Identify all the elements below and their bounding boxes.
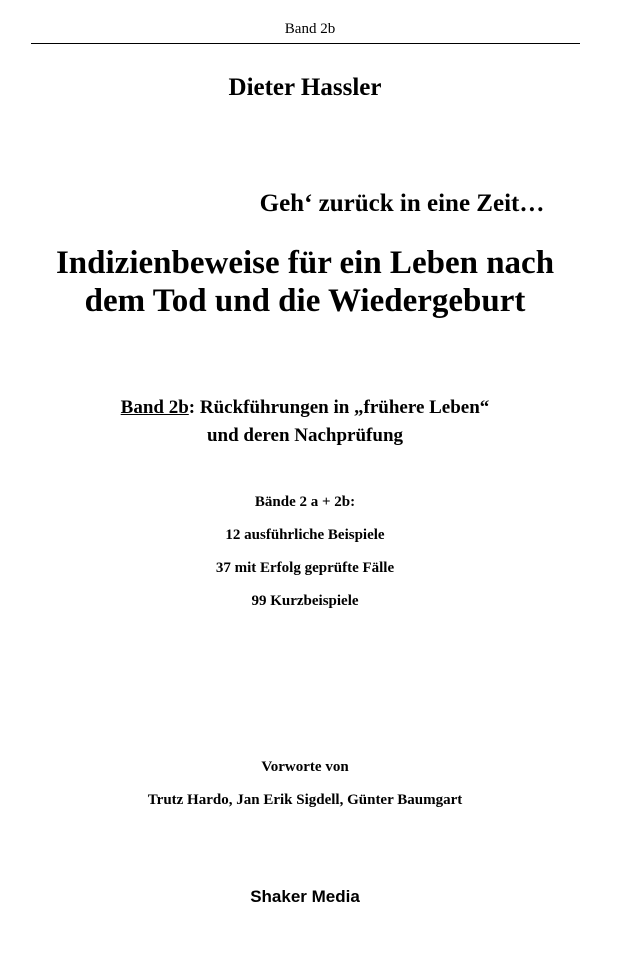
stats-item: 12 ausführliche Beispiele (225, 527, 385, 543)
volume-subtitle-text: : Rückführungen in „frühere Leben“ (188, 397, 490, 418)
main-title (0, 244, 610, 320)
forewords (0, 757, 610, 823)
main-title-line-2: dem Tod und die Wiedergeburt (84, 283, 526, 319)
volume-stats (0, 492, 610, 624)
volume-label: Band 2b (120, 397, 189, 418)
volume-subtitle (0, 394, 610, 450)
running-head: Band 2b (284, 21, 336, 37)
forewords-authors: Trutz Hardo, Jan Erik Sigdell, Günter Baumgart (147, 792, 463, 808)
main-title-line-1: Indizienbeweise für ein Leben nach (55, 245, 555, 281)
stats-item: 37 mit Erfolg geprüfte Fälle (215, 560, 395, 576)
header-rule (31, 43, 580, 44)
author-name: Dieter Hassler (228, 74, 382, 101)
stats-item: 99 Kurzbeispiele (251, 593, 359, 609)
pretitle: Geh‘ zurück in eine Zeit… (259, 190, 545, 217)
publisher-name: Shaker Media (250, 887, 360, 906)
volume-subtitle-line-2: und deren Nachprüfung (206, 425, 404, 446)
stats-heading: Bände 2 a + 2b: (254, 494, 356, 510)
forewords-label: Vorworte von (261, 759, 349, 775)
volume-subtitle-line-1 (0, 394, 610, 422)
